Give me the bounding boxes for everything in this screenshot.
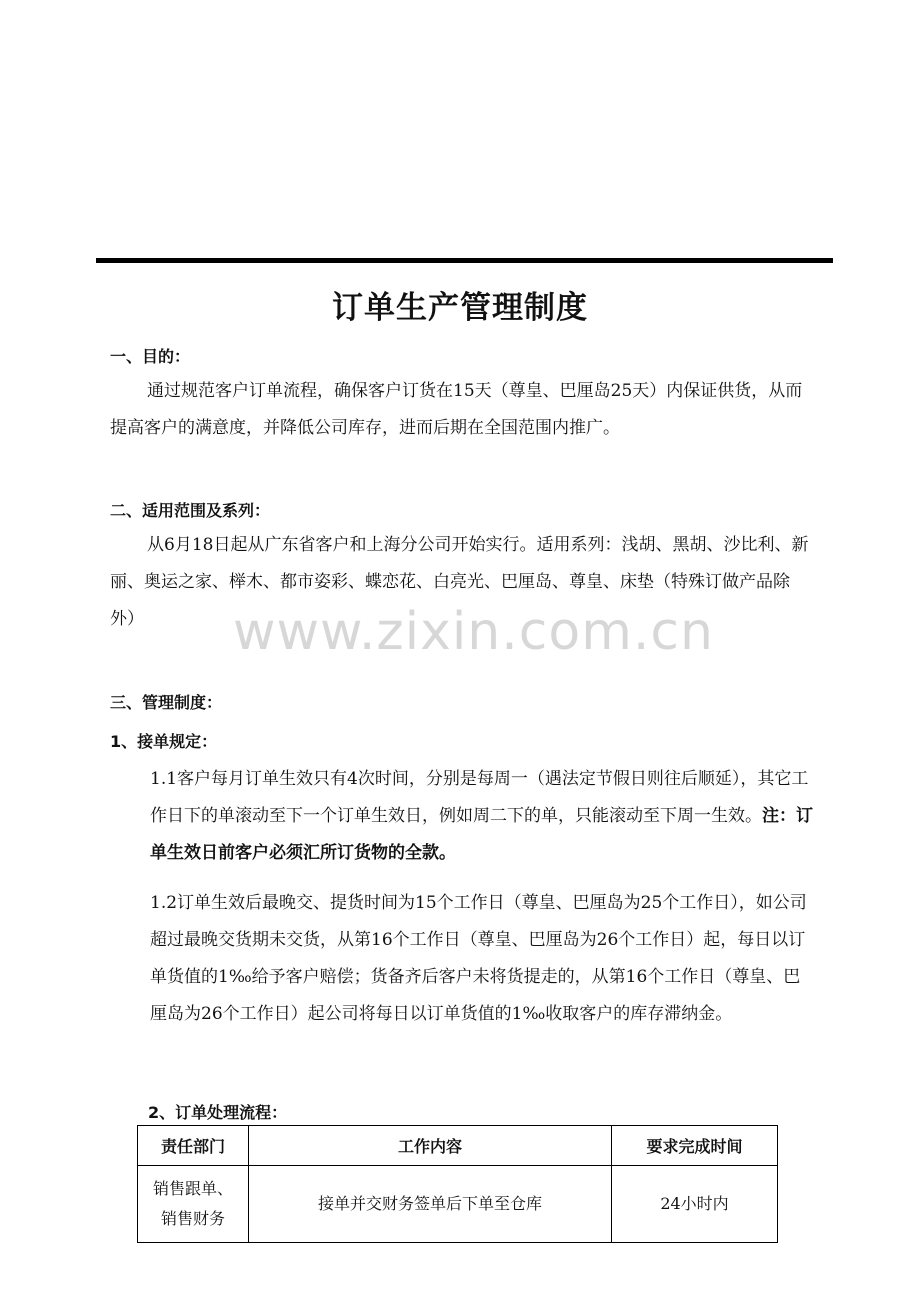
col-header-time: 要求完成时间 xyxy=(612,1126,778,1166)
watermark: www.zixin.com.cn xyxy=(233,602,714,662)
order-process-table xyxy=(137,1125,778,1243)
cell-dept-line-2: 销售财务 xyxy=(160,1209,225,1228)
clause-1-1-note: 注：订单生效日前客户必须汇所订货物的全款。 xyxy=(150,806,813,863)
document-title: 订单生产管理制度 xyxy=(332,290,588,326)
section-2-body: 从6月18日起从广东省客户和上海分公司开始实行。适用系列：浅胡、黑胡、沙比利、新丽、奥运之家、榉木、都市姿彩、蝶恋花、白亮光、巴厘岛、尊皇、床垫（特殊订做产品除外） xyxy=(110,535,809,629)
header-rule xyxy=(96,258,833,263)
cell-dept xyxy=(138,1166,249,1243)
section-2-heading: 二、适用范围及系列： xyxy=(110,501,271,520)
section-1-body: 通过规范客户订单流程，确保客户订货在15天（尊皇、巴厘岛25天）内保证供货，从而提高客户的满意度，并降低公司库存，进而后期在全国范围内推广。 xyxy=(110,381,803,438)
table-row xyxy=(138,1166,778,1243)
cell-dept-line-1: 销售跟单、 xyxy=(152,1179,233,1198)
subsection-2-heading: 2、订单处理流程： xyxy=(148,1103,288,1122)
cell-content: 接单并交财务签单后下单至仓库 xyxy=(249,1166,612,1243)
section-1-heading: 一、目的： xyxy=(110,347,191,366)
clause-1-2: 1.2订单生效后最晚交、提货时间为15个工作日（尊皇、巴厘岛为25个工作日），如公司超过最晚交货期未交货，从第16个工作日（尊皇、巴厘岛为26个工作日）起，每日以订单货值的1‰给予客户赔偿；货备齐后客户未将货提走的，从第16个工作日（尊皇、巴厘岛为26个工作日）起公司将每日以订单货值的1‰收取客户的库存滞纳金。 xyxy=(150,893,807,1024)
subsection-1-heading: 1、接单规定： xyxy=(110,732,218,751)
clause-1-1-text: 1.1客户每月订单生效只有4次时间，分别是每周一（遇法定节假日则往后顺延），其它工作日下的单滚动至下一个订单生效日，例如周二下的单，只能滚动至下周一生效。 xyxy=(150,769,809,826)
col-header-dept: 责任部门 xyxy=(138,1126,249,1166)
cell-time: 24小时内 xyxy=(612,1166,778,1243)
col-header-content: 工作内容 xyxy=(249,1126,612,1166)
section-3-heading: 三、管理制度： xyxy=(110,693,223,712)
clause-1-1 xyxy=(150,761,814,872)
table-header-row xyxy=(138,1126,778,1166)
